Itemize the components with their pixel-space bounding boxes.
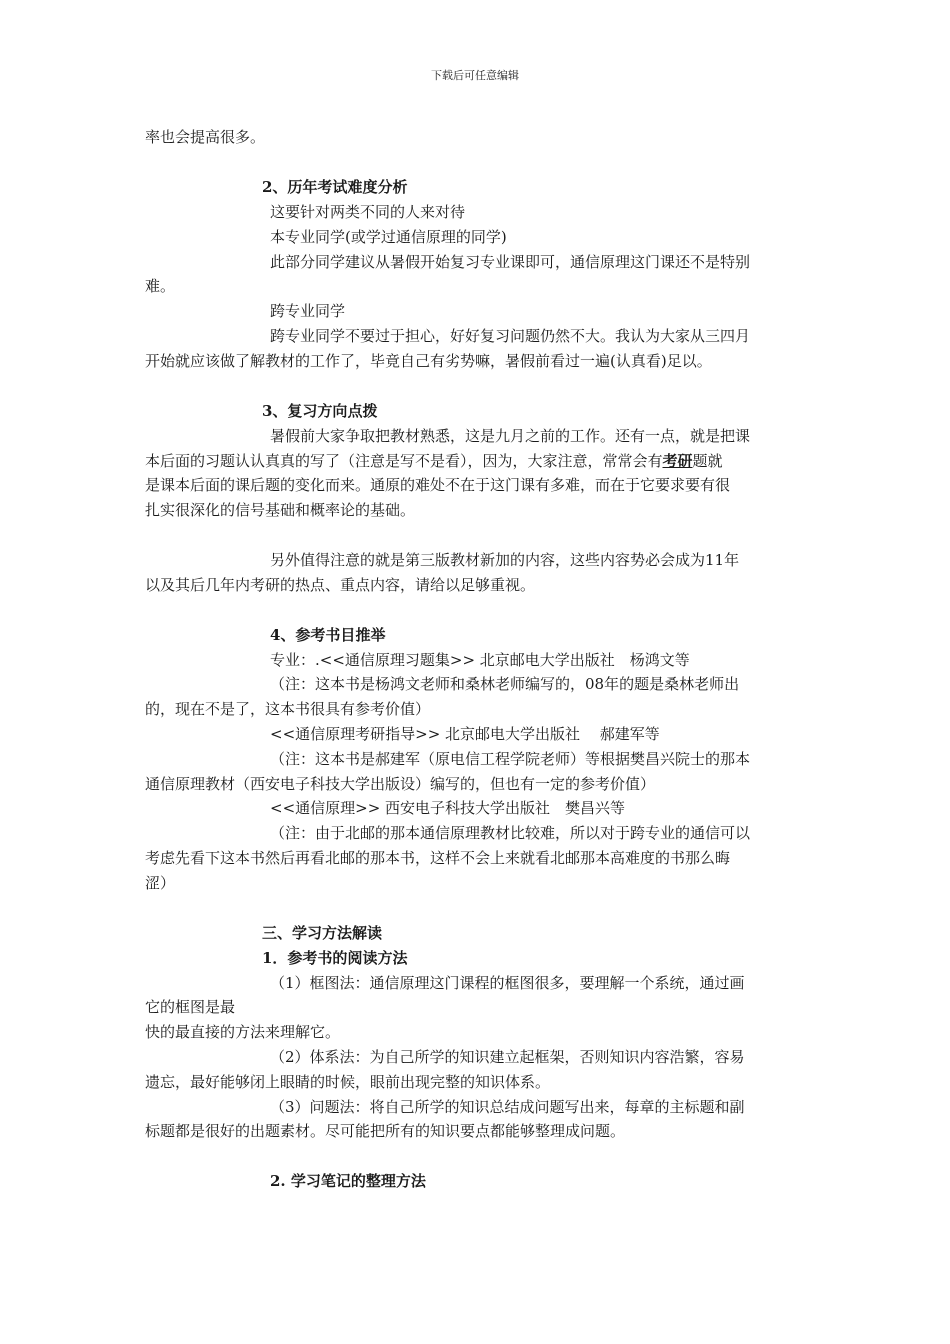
text-line: （注：由于北邮的那本通信原理教材比较难，所以对于跨专业的通信可以 — [270, 824, 751, 842]
text-line: 它的框图是最 — [145, 998, 236, 1016]
text-line: 是课本后面的课后题的变化而来。通原的难处不在于这门课有多难，而在于它要求要有很 — [145, 476, 731, 494]
text-line: 通信原理教材（西安电子科技大学出版设）编写的，但也有一定的参考价值） — [145, 775, 656, 793]
text-line: 的，现在不是了，这本书很具有参考价值） — [145, 700, 431, 718]
subsection-heading: 2. 学习笔记的整理方法 — [270, 1172, 426, 1190]
text-line: （注：这本书是郝建军（原电信工程学院老师）等根据樊昌兴院士的那本 — [270, 750, 751, 768]
page-header: 下载后可任意编辑 — [431, 69, 519, 82]
text-line: <<通信原理考研指导>> 北京邮电大学出版社 郝建军等 — [270, 725, 660, 743]
text-line: 标题都是很好的出题素材。尽可能把所有的知识要点都能够整理成问题。 — [145, 1122, 626, 1140]
text-line: 跨专业同学不要过于担心，好好复习问题仍然不大。我认为大家从三四月 — [270, 327, 751, 345]
section-heading: 三、学习方法解读 — [262, 924, 383, 942]
text-segment: 题就 — [692, 452, 723, 470]
text-line: 此部分同学建议从暑假开始复习专业课即可，通信原理这门课还不是特别 — [270, 253, 751, 271]
text-line: 扎实很深化的信号基础和概率论的基础。 — [145, 501, 416, 519]
text-line: 考虑先看下这本书然后再看北邮的那本书，这样不会上来就看北邮那本高难度的书那么晦 — [145, 849, 731, 867]
text-line: 以及其后几年内考研的热点、重点内容，请给以足够重视。 — [145, 576, 536, 594]
text-line — [145, 451, 723, 471]
text-line: <<通信原理>> 西安电子科技大学出版社 樊昌兴等 — [270, 799, 626, 817]
text-line: 开始就应该做了解教材的工作了，毕竟自己有劣势嘛，暑假前看过一遍(认真看)足以。 — [145, 352, 712, 370]
text-line: 本专业同学(或学过通信原理的同学) — [270, 228, 507, 246]
section-heading: 4、参考书目推举 — [270, 626, 386, 644]
text-line: 另外值得注意的就是第三版教材新加的内容，这些内容势必会成为11年 — [270, 551, 740, 569]
text-segment: 本后面的习题认认真真的写了（注意是写不是看），因为，大家注意，常常会有 — [145, 452, 663, 470]
text-line: 遗忘，最好能够闭上眼睛的时候，眼前出现完整的知识体系。 — [145, 1073, 551, 1091]
section-heading: 3、复习方向点拨 — [262, 402, 378, 420]
kaoyan-link[interactable]: 考研 — [662, 452, 693, 470]
text-line: （3）问题法：将自己所学的知识总结成问题写出来，每章的主标题和副 — [270, 1098, 745, 1116]
text-line: 这要针对两类不同的人来对待 — [270, 203, 466, 221]
text-line: 专业：.<<通信原理习题集>> 北京邮电大学出版社 杨鸿文等 — [270, 651, 690, 669]
text-line: 跨专业同学 — [270, 302, 346, 320]
text-line: 涩） — [145, 874, 176, 892]
text-line: 难。 — [145, 277, 176, 295]
text-line: （2）体系法：为自己所学的知识建立起框架，否则知识内容浩繁，容易 — [270, 1048, 745, 1066]
text-line: （注：这本书是杨鸿文老师和桑林老师编写的，08年的题是桑林老师出 — [270, 675, 740, 693]
text-line: （1）框图法：通信原理这门课程的框图很多，要理解一个系统，通过画 — [270, 974, 745, 992]
text-line: 暑假前大家争取把教材熟悉，这是九月之前的工作。还有一点，就是把课 — [270, 427, 751, 445]
text-line: 快的最直接的方法来理解它。 — [145, 1023, 341, 1041]
text-line: 率也会提高很多。 — [145, 128, 266, 146]
section-heading: 2、历年考试难度分析 — [262, 178, 408, 196]
subsection-heading: 1．参考书的阅读方法 — [262, 949, 408, 967]
